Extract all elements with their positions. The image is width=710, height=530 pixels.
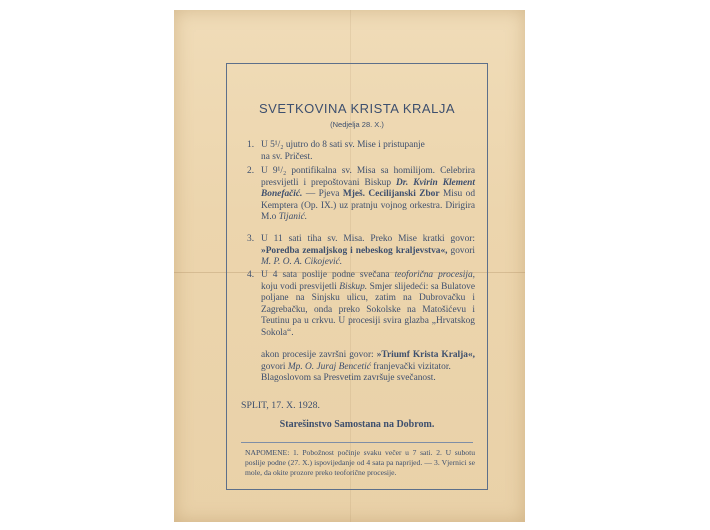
item-text: U 11 sati tiha sv. Misa. Preko Mise kratki govor: bbox=[261, 234, 475, 244]
conductor-name: Tijanić. bbox=[278, 212, 308, 223]
item-line: U 5¹/₂ ujutro do 8 sati sv. Mise i pristupanje bbox=[261, 140, 425, 150]
closing-text: franjevački vizitator. bbox=[373, 361, 451, 372]
item-text: U 4 sata poslije podne svečana bbox=[261, 270, 390, 280]
paper-sheet bbox=[174, 10, 525, 522]
program-item-2 bbox=[247, 166, 475, 224]
divider-rule bbox=[241, 442, 473, 443]
program-item-1 bbox=[247, 140, 475, 163]
document-subtitle: (Nedjelja 28. X.) bbox=[330, 120, 384, 129]
closing-preacher: Mp. O. Juraj Bencetić bbox=[287, 361, 371, 372]
item-number: 2. bbox=[247, 166, 255, 176]
item-text: koju vodi presvijetli bbox=[261, 281, 337, 292]
item-number: 4. bbox=[247, 270, 255, 280]
sermon-title: »Poredba zemaljskog i nebeskog kraljevstva«, bbox=[261, 245, 448, 256]
closing-text: akon procesije završni govor: bbox=[261, 350, 374, 360]
place-date: SPLIT, 17. X. 1928. bbox=[241, 400, 321, 411]
closing-sermon-title: »Triumf Krista Kralja«, bbox=[376, 350, 475, 360]
choir-name: Mješ. Cecilijanski Zbor bbox=[342, 189, 440, 200]
preacher-name: M. P. O. A. Cikojević. bbox=[261, 257, 343, 268]
item-number: 3. bbox=[247, 234, 255, 244]
closing-blessing: Blagoslovom sa Presvetim završuje svečanost. bbox=[261, 373, 436, 384]
program-item-3 bbox=[247, 234, 475, 269]
printed-border-frame bbox=[226, 63, 488, 490]
item-line: na sv. Pričest. bbox=[261, 151, 313, 162]
item-text: — Pjeva bbox=[305, 189, 340, 200]
closing-paragraph bbox=[261, 350, 475, 385]
item-text: Misu od Kemptera (Op. IX.) uz pratnju vojnog orkestra. Dirigira M.o bbox=[261, 189, 476, 223]
item-text: govori bbox=[450, 245, 476, 256]
notes-section: NAPOMENE: 1. Pobožnost počinje svaku večer u 7 sati. 2. U subotu poslije podne (27. X.) ispovijedanje od 4 sata pa naprijed. — 3. Vjernici se mole, da okite prozore preko teoforične procesije. bbox=[245, 448, 475, 477]
signature: Starešinstvo Samostana na Dobrom. bbox=[279, 419, 435, 430]
closing-text: govori bbox=[261, 361, 286, 372]
bishop-word: Biskup. bbox=[339, 281, 368, 292]
program-item-4 bbox=[247, 270, 475, 340]
item-number: 1. bbox=[247, 140, 255, 150]
document-title: SVETKOVINA KRISTA KRALJA bbox=[259, 101, 455, 116]
bishop-name: Dr. Kvirin Klement Bonefačić. bbox=[261, 177, 475, 200]
item-text: U 9¹/₂ pontifikalna sv. Misa sa homilijom. Celebrira presvijetli i prepoštovani Biskup bbox=[261, 166, 475, 188]
procession-name: teoforična procesija, bbox=[394, 270, 475, 280]
item-text: Smjer slijedeći: sa Bulatove poljane na Sinjsku ulicu, zatim na Dubrovačku i Zagrebačku, onda preko Sokolske na Matošićevu i Teutinu pa u crkvu. U procesiji svira glazba „Hrvatskog Sokola“. bbox=[261, 281, 475, 338]
